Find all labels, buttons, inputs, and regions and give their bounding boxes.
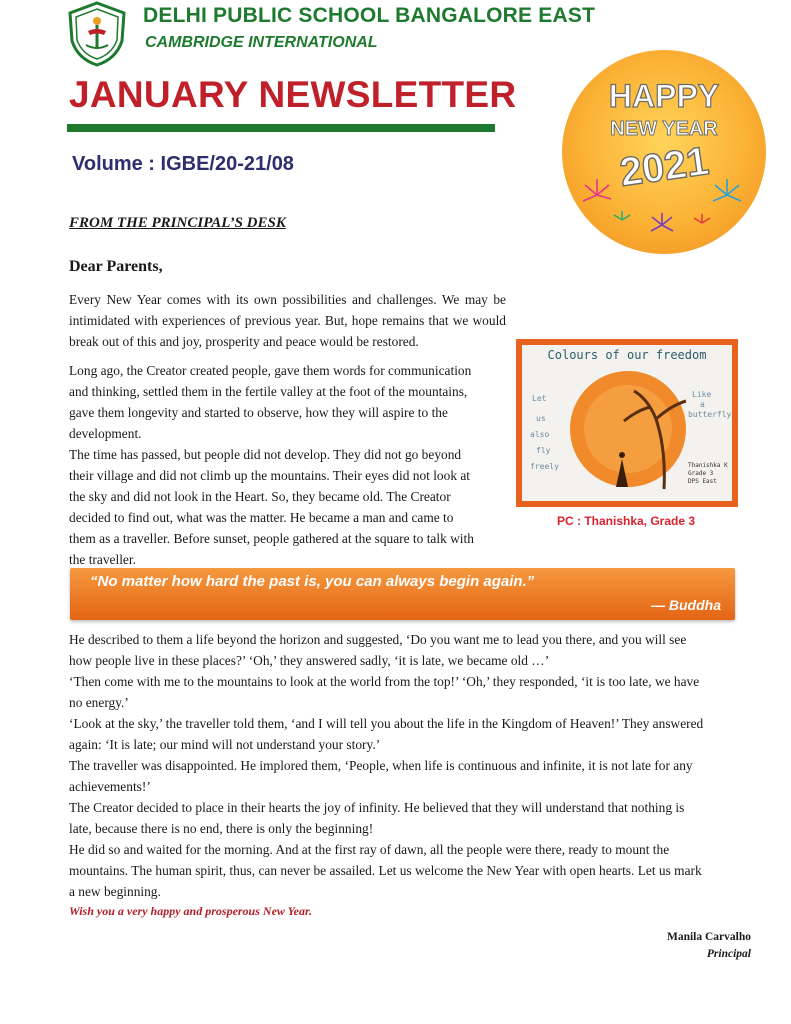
text-line: and thinking, settled them in the fertile valley at the foot of the mountains, [69,384,468,399]
school-subtitle: CAMBRIDGE INTERNATIONAL [145,34,378,51]
story-paragraph-2 [69,629,739,902]
text-line: their village and did not climb up the mountains. Their eyes did not look at [69,468,471,483]
text-line: a new beginning. [69,884,161,899]
artwork-left-text: us [536,414,546,423]
text-line: The Creator decided to place in their hearts the joy of infinity. He believed that they will understand that nothing is [69,800,685,815]
artwork-right-text: a [700,400,705,409]
school-logo [66,1,128,67]
text-line: ‘Look at the sky,’ the traveller told them, ‘and I will tell you about the life in the Kingdom of Heaven!’ They answered [69,716,704,731]
happy-new-year-badge [557,45,772,260]
quote-author: — Buddha [651,597,721,613]
artwork-title: Colours of our freedom [547,348,707,362]
text-line: the traveller. [69,552,136,567]
salutation: Dear Parents, [69,258,163,275]
title-underline [67,124,495,132]
text-line: them as a traveller. Before sunset, people gathered at the square to talk with [69,531,474,546]
text-line: He described to them a life beyond the horizon and suggested, ‘Do you want me to lead you there, and you will see [69,632,687,647]
signatory-name: Manila Carvalho [666,931,751,943]
text-line: Long ago, the Creator created people, gave them words for communication [69,363,472,378]
artwork-left-text: freely [530,462,559,471]
text-line: late, because there is no end, there is only the beginning! [69,821,374,836]
text-line: no energy.’ [69,695,129,710]
text-line: The traveller was disappointed. He implored them, ‘People, when life is continuous and infinite, it is not late for any [69,758,693,773]
artwork-left-text: also [530,430,550,439]
newsletter-title: JANUARY NEWSLETTER [69,74,517,115]
intro-paragraph: Every New Year comes with its own possibilities and challenges. We may be intimidated with experiences of previous year. But, hope remains that we would break out of this and joy, prosperity and peace would be restored. [69,292,506,349]
artwork-signature: DPS East [688,478,717,485]
student-artwork [516,339,738,507]
quote-text: “No matter how hard the past is, you can always begin again.” [90,573,535,590]
badge-new-year: NEW YEAR [610,118,718,140]
text-line: again: ‘It is late; our mind will not understand your story.’ [69,737,381,752]
signatory-role: Principal [706,948,751,960]
volume-label: Volume : IGBE/20-21/08 [72,153,294,175]
school-name: DELHI PUBLIC SCHOOL BANGALORE EAST [143,4,596,27]
artwork-right-text: butterfly [688,410,732,419]
badge-happy: HAPPY [608,78,720,114]
text-line: The time has passed, but people did not develop. They did not go beyond [69,447,462,462]
story-paragraph-1 [69,360,506,570]
artwork-signature: Thanishka K [688,462,728,469]
text-line: how people live in these places?’ ‘Oh,’ they answered sadly, ‘it is late, we became old …’ [69,653,550,668]
text-line: gave them longevity and started to observe, how they will aspire to the [69,405,448,420]
section-title: FROM THE PRINCIPAL’S DESK [69,215,286,231]
text-line: development. [69,426,142,441]
text-line: achievements!’ [69,779,151,794]
artwork-caption: PC : Thanishka, Grade 3 [557,514,696,528]
text-line: decided to find out, what was the matter. He became a man and came to [69,510,454,525]
artwork-left-text: Let [532,394,547,403]
closing-wish: Wish you a very happy and prosperous New Year. [69,904,313,918]
badge-year: 2021 [617,139,712,195]
text-line: ‘Then come with me to the mountains to look at the world from the top!’ ‘Oh,’ they responded, ‘it is too late, we have [69,674,700,689]
text-line: He did so and waited for the morning. And at the first ray of dawn, all the people were there, ready to mount the [69,842,670,857]
text-line: the sky and did not look in the Heart. So, they became old. The Creator [69,489,451,504]
artwork-signature: Grade 3 [688,470,714,477]
text-line: mountains. The human spirit, thus, can never be assailed. Let us welcome the New Year with open hearts. Let us mark [69,863,702,878]
artwork-left-text: fly [536,446,551,455]
artwork-right-text: Like [692,390,712,399]
